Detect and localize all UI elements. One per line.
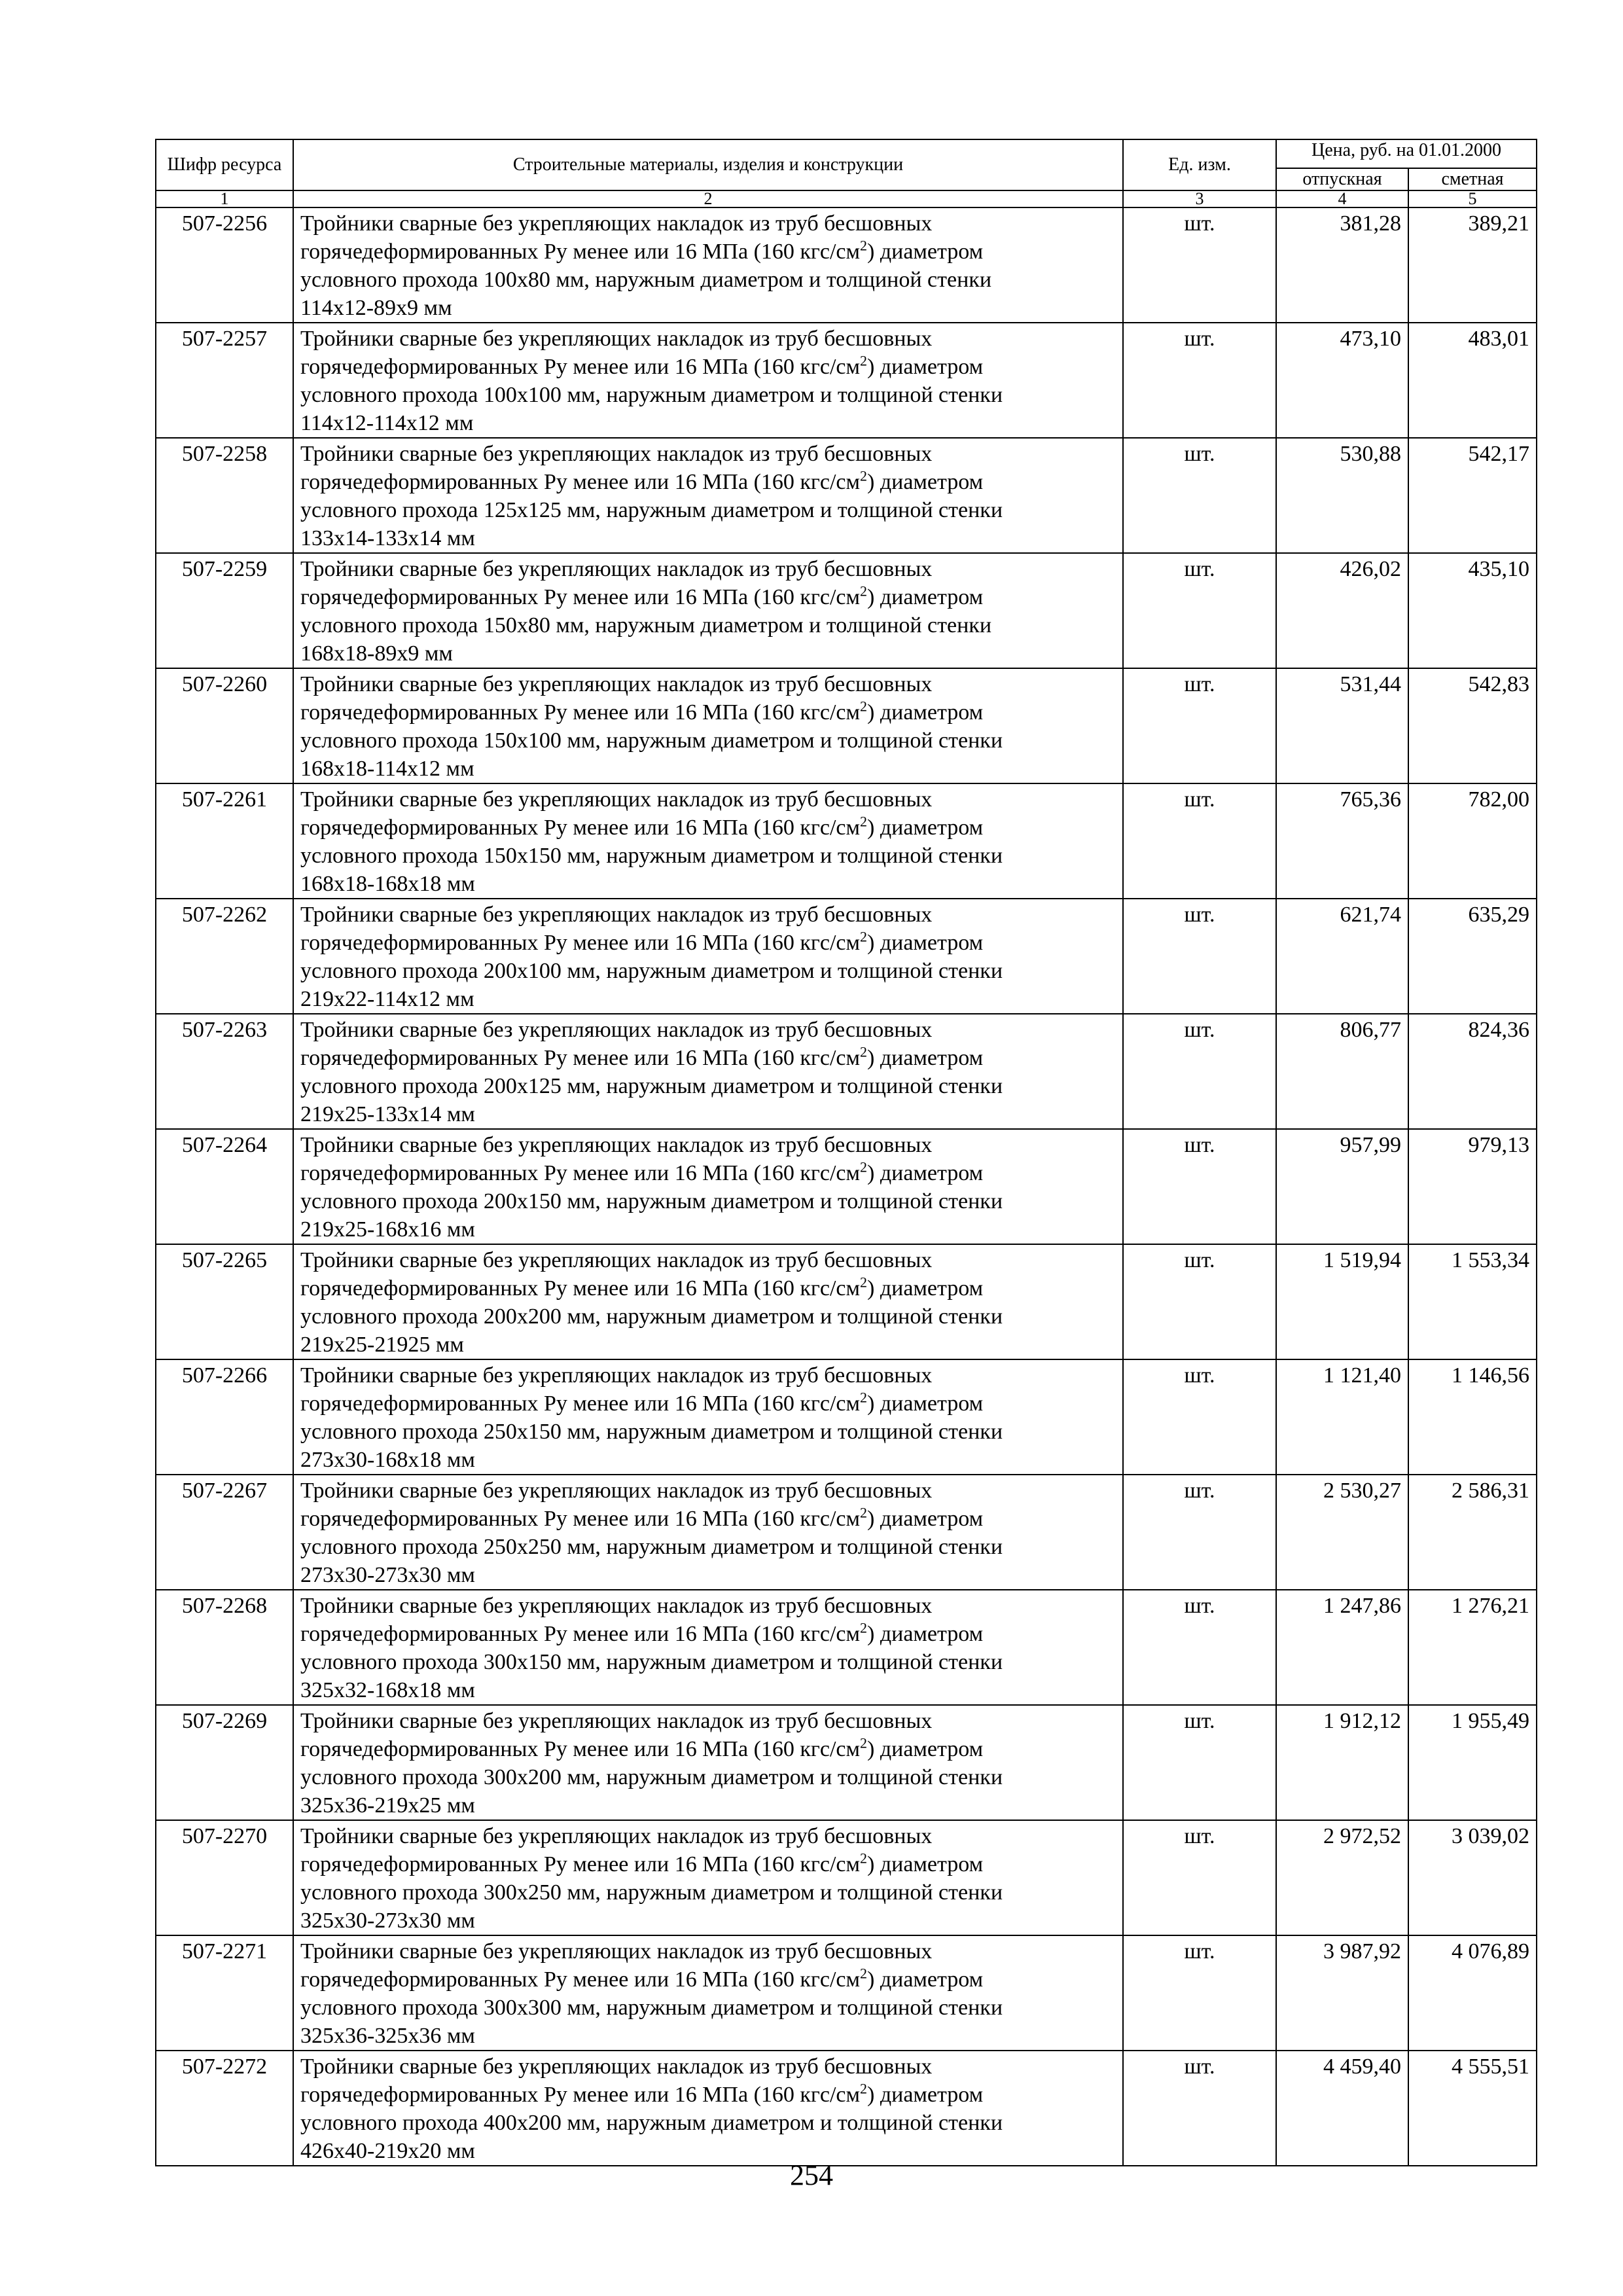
description-line (300, 1965, 1117, 1994)
description-text: ) диаметром (867, 1161, 984, 1185)
superscript: 2 (860, 1158, 867, 1175)
resource-code: 507-2262 (156, 899, 293, 1014)
description-text: горячедеформированных Ру менее или 16 МПа (160 кгс/см (300, 1622, 860, 1646)
description-text: ) диаметром (867, 1967, 984, 1992)
table-row (156, 1590, 1537, 1705)
superscript: 2 (860, 813, 867, 830)
unit-of-measure: шт. (1123, 1014, 1276, 1129)
price-estimate: 435,10 (1408, 553, 1537, 668)
material-description (293, 2051, 1123, 2166)
description-line (300, 238, 1117, 266)
material-description (293, 553, 1123, 668)
description-text: ) диаметром (867, 2083, 984, 2107)
table-row (156, 438, 1537, 553)
superscript: 2 (860, 583, 867, 600)
description-line (300, 468, 1117, 496)
table-body (156, 207, 1537, 2166)
resource-code: 507-2259 (156, 553, 293, 668)
resource-code: 507-2269 (156, 1705, 293, 1820)
description-text: ) диаметром (867, 1046, 984, 1070)
description-text: горячедеформированных Ру менее или 16 МПа (160 кгс/см (300, 2083, 860, 2107)
resource-code: 507-2271 (156, 1935, 293, 2051)
description-text: ) диаметром (867, 1391, 984, 1416)
price-release: 530,88 (1276, 438, 1408, 553)
description-text: ) диаметром (867, 1507, 984, 1531)
superscript: 2 (860, 467, 867, 484)
material-description (293, 438, 1123, 553)
unit-of-measure: шт. (1123, 1705, 1276, 1820)
price-release: 1 912,12 (1276, 1705, 1408, 1820)
unit-of-measure: шт. (1123, 1359, 1276, 1475)
unit-of-measure: шт. (1123, 438, 1276, 553)
resource-code: 507-2264 (156, 1129, 293, 1244)
description-text: ) диаметром (867, 1276, 984, 1300)
price-release: 957,99 (1276, 1129, 1408, 1244)
description-line (300, 1159, 1117, 1187)
description-line (300, 814, 1117, 842)
description-line: Тройники сварные без укрепляющих накладок из труб бесшовных (300, 557, 933, 581)
description-line: 325х36-219х25 мм (300, 1793, 475, 1818)
superscript: 2 (860, 1850, 867, 1867)
table-row (156, 1129, 1537, 1244)
table-row (156, 553, 1537, 668)
resource-code: 507-2261 (156, 783, 293, 899)
superscript: 2 (860, 352, 867, 369)
description-line: 219х25-168х16 мм (300, 1217, 475, 1242)
description-line: условного прохода 250х150 мм, наружным диаметром и толщиной стенки (300, 1420, 1003, 1444)
description-text: горячедеформированных Ру менее или 16 МПа (160 кгс/см (300, 1507, 860, 1531)
column-number: 4 (1276, 190, 1408, 207)
description-line: условного прохода 300х150 мм, наружным диаметром и толщиной стенки (300, 1650, 1003, 1674)
column-number: 2 (293, 190, 1123, 207)
unit-of-measure: шт. (1123, 207, 1276, 323)
unit-of-measure: шт. (1123, 1475, 1276, 1590)
price-estimate: 4 076,89 (1408, 1935, 1537, 2051)
page-number: 254 (790, 2159, 833, 2191)
description-line: условного прохода 300х200 мм, наружным диаметром и толщиной стенки (300, 1765, 1003, 1789)
description-line: 168х18-114х12 мм (300, 757, 474, 781)
description-line (300, 1274, 1117, 1302)
description-text: горячедеформированных Ру менее или 16 МПа (160 кгс/см (300, 355, 860, 379)
description-line: 219х25-21925 мм (300, 1333, 464, 1357)
description-line: 426х40-219х20 мм (300, 2139, 475, 2163)
description-line: Тройники сварные без укрепляющих накладок из труб бесшовных (300, 1594, 933, 1618)
price-release: 806,77 (1276, 1014, 1408, 1129)
description-text: ) диаметром (867, 585, 984, 609)
unit-of-measure: шт. (1123, 783, 1276, 899)
column-number: 3 (1123, 190, 1276, 207)
description-text: горячедеформированных Ру менее или 16 МПа (160 кгс/см (300, 1276, 860, 1300)
description-line: Тройники сварные без укрепляющих накладок из труб бесшовных (300, 1248, 933, 1272)
table-row (156, 1359, 1537, 1475)
description-line: 219х22-114х12 мм (300, 987, 474, 1011)
description-line (300, 353, 1117, 381)
price-release: 2 530,27 (1276, 1475, 1408, 1590)
resource-code: 507-2270 (156, 1820, 293, 1935)
table-row (156, 1014, 1537, 1129)
unit-of-measure: шт. (1123, 1820, 1276, 1935)
description-line: Тройники сварные без укрепляющих накладок из труб бесшовных (300, 1018, 933, 1042)
price-estimate: 1 955,49 (1408, 1705, 1537, 1820)
price-estimate: 3 039,02 (1408, 1820, 1537, 1935)
material-description (293, 1244, 1123, 1359)
resource-code: 507-2258 (156, 438, 293, 553)
description-text: горячедеформированных Ру менее или 16 МПа (160 кгс/см (300, 1391, 860, 1416)
resource-code: 507-2263 (156, 1014, 293, 1129)
description-line: условного прохода 200х125 мм, наружным диаметром и толщиной стенки (300, 1074, 1003, 1098)
description-line: 114х12-89х9 мм (300, 296, 452, 320)
price-estimate: 979,13 (1408, 1129, 1537, 1244)
resource-code: 507-2265 (156, 1244, 293, 1359)
description-line: условного прохода 100х100 мм, наружным диаметром и толщиной стенки (300, 383, 1003, 407)
unit-of-measure: шт. (1123, 1935, 1276, 2051)
description-line: 273х30-168х18 мм (300, 1448, 475, 1472)
header-price-release: отпускная (1276, 168, 1408, 190)
description-text: ) диаметром (867, 1622, 984, 1646)
description-line: 325х36-325х36 мм (300, 2024, 475, 2048)
price-release: 473,10 (1276, 323, 1408, 438)
price-estimate: 2 586,31 (1408, 1475, 1537, 1590)
price-release: 621,74 (1276, 899, 1408, 1014)
superscript: 2 (860, 1389, 867, 1406)
superscript: 2 (860, 1965, 867, 1982)
description-line (300, 1735, 1117, 1763)
description-text: горячедеформированных Ру менее или 16 МПа (160 кгс/см (300, 816, 860, 840)
superscript: 2 (860, 1734, 867, 1751)
table-row (156, 668, 1537, 783)
header-materials: Строительные материалы, изделия и конструкции (293, 139, 1123, 190)
description-line: условного прохода 300х300 мм, наружным диаметром и толщиной стенки (300, 1996, 1003, 2020)
resource-code: 507-2268 (156, 1590, 293, 1705)
description-line: Тройники сварные без укрепляющих накладок из труб бесшовных (300, 903, 933, 927)
description-line: 133х14-133х14 мм (300, 526, 475, 550)
material-description (293, 1820, 1123, 1935)
material-description (293, 323, 1123, 438)
description-text: горячедеформированных Ру менее или 16 МПа (160 кгс/см (300, 470, 860, 494)
description-text: ) диаметром (867, 355, 984, 379)
description-line: Тройники сварные без укрепляющих накладок из труб бесшовных (300, 442, 933, 466)
price-release: 426,02 (1276, 553, 1408, 668)
description-line: Тройники сварные без укрепляющих накладок из труб бесшовных (300, 327, 933, 351)
description-text: горячедеформированных Ру менее или 16 МПа (160 кгс/см (300, 1737, 860, 1761)
price-table (155, 139, 1537, 2166)
description-line: 168х18-89х9 мм (300, 641, 453, 666)
header-unit: Ед. изм. (1123, 139, 1276, 190)
material-description (293, 668, 1123, 783)
unit-of-measure: шт. (1123, 1129, 1276, 1244)
description-line: Тройники сварные без укрепляющих накладок из труб бесшовных (300, 672, 933, 696)
description-line: 273х30-273х30 мм (300, 1563, 475, 1587)
price-estimate: 1 553,34 (1408, 1244, 1537, 1359)
description-text: горячедеформированных Ру менее или 16 МПа (160 кгс/см (300, 1161, 860, 1185)
table-row (156, 783, 1537, 899)
description-line: условного прохода 150х100 мм, наружным диаметром и толщиной стенки (300, 728, 1003, 753)
unit-of-measure: шт. (1123, 2051, 1276, 2166)
resource-code: 507-2257 (156, 323, 293, 438)
material-description (293, 1705, 1123, 1820)
description-line: Тройники сварные без укрепляющих накладок из труб бесшовных (300, 1709, 933, 1733)
description-line: 325х32-168х18 мм (300, 1678, 475, 1702)
superscript: 2 (860, 2080, 867, 2097)
description-line (300, 698, 1117, 726)
unit-of-measure: шт. (1123, 1590, 1276, 1705)
material-description (293, 1129, 1123, 1244)
price-estimate: 1 276,21 (1408, 1590, 1537, 1705)
description-line: условного прохода 150х150 мм, наружным диаметром и толщиной стенки (300, 844, 1003, 868)
description-line (300, 583, 1117, 611)
table-row (156, 1820, 1537, 1935)
description-text: ) диаметром (867, 240, 984, 264)
resource-code: 507-2266 (156, 1359, 293, 1475)
resource-code: 507-2267 (156, 1475, 293, 1590)
price-estimate: 4 555,51 (1408, 2051, 1537, 2166)
material-description (293, 783, 1123, 899)
column-number: 5 (1408, 190, 1537, 207)
column-numbers-row (156, 190, 1537, 207)
resource-code: 507-2260 (156, 668, 293, 783)
description-line: Тройники сварные без укрепляющих накладок из труб бесшовных (300, 1479, 933, 1503)
price-release: 1 247,86 (1276, 1590, 1408, 1705)
description-text: горячедеформированных Ру менее или 16 МПа (160 кгс/см (300, 240, 860, 264)
price-release: 4 459,40 (1276, 2051, 1408, 2166)
description-line (300, 2081, 1117, 2109)
description-line (300, 1390, 1117, 1418)
table-row (156, 1244, 1537, 1359)
description-text: горячедеформированных Ру менее или 16 МПа (160 кгс/см (300, 585, 860, 609)
price-estimate: 542,83 (1408, 668, 1537, 783)
description-text: ) диаметром (867, 470, 984, 494)
description-text: ) диаметром (867, 1852, 984, 1876)
description-text: ) диаметром (867, 816, 984, 840)
description-line: условного прохода 200х200 мм, наружным диаметром и толщиной стенки (300, 1304, 1003, 1329)
header-price-estimate: сметная (1408, 168, 1537, 190)
description-line (300, 1620, 1117, 1648)
description-text: ) диаметром (867, 1737, 984, 1761)
description-text: горячедеформированных Ру менее или 16 МПа (160 кгс/см (300, 1967, 860, 1992)
unit-of-measure: шт. (1123, 1244, 1276, 1359)
description-line: Тройники сварные без укрепляющих накладок из труб бесшовных (300, 787, 933, 812)
description-line: условного прохода 125х125 мм, наружным диаметром и толщиной стенки (300, 498, 1003, 522)
description-line: условного прохода 400х200 мм, наружным диаметром и толщиной стенки (300, 2111, 1003, 2135)
table-row (156, 1705, 1537, 1820)
material-description (293, 1359, 1123, 1475)
price-estimate: 824,36 (1408, 1014, 1537, 1129)
price-release: 381,28 (1276, 207, 1408, 323)
table-row (156, 2051, 1537, 2166)
description-line: условного прохода 200х100 мм, наружным диаметром и толщиной стенки (300, 959, 1003, 983)
material-description (293, 1014, 1123, 1129)
description-text: горячедеформированных Ру менее или 16 МПа (160 кгс/см (300, 700, 860, 725)
description-line: 219х25-133х14 мм (300, 1102, 475, 1126)
resource-code: 507-2256 (156, 207, 293, 323)
description-line: условного прохода 200х150 мм, наружным диаметром и толщиной стенки (300, 1189, 1003, 1213)
description-line: условного прохода 250х250 мм, наружным диаметром и толщиной стенки (300, 1535, 1003, 1559)
material-description (293, 899, 1123, 1014)
table-row (156, 207, 1537, 323)
unit-of-measure: шт. (1123, 553, 1276, 668)
superscript: 2 (860, 237, 867, 254)
price-estimate: 389,21 (1408, 207, 1537, 323)
price-estimate: 542,17 (1408, 438, 1537, 553)
resource-code: 507-2272 (156, 2051, 293, 2166)
description-line (300, 1850, 1117, 1878)
price-estimate: 635,29 (1408, 899, 1537, 1014)
description-line: Тройники сварные без укрепляющих накладок из труб бесшовных (300, 1824, 933, 1848)
description-line: Тройники сварные без укрепляющих накладок из труб бесшовных (300, 2054, 933, 2079)
description-line (300, 929, 1117, 957)
description-text: горячедеформированных Ру менее или 16 МПа (160 кгс/см (300, 931, 860, 955)
price-release: 1 121,40 (1276, 1359, 1408, 1475)
table-row (156, 899, 1537, 1014)
header-price: Цена, руб. на 01.01.2000 (1276, 139, 1537, 168)
description-line: Тройники сварные без укрепляющих накладок из труб бесшовных (300, 1363, 933, 1388)
table-row (156, 1475, 1537, 1590)
column-number: 1 (156, 190, 293, 207)
description-text: горячедеформированных Ру менее или 16 МПа (160 кгс/см (300, 1046, 860, 1070)
description-text: горячедеформированных Ру менее или 16 МПа (160 кгс/см (300, 1852, 860, 1876)
description-line: 168х18-168х18 мм (300, 872, 475, 896)
superscript: 2 (860, 1619, 867, 1636)
unit-of-measure: шт. (1123, 323, 1276, 438)
superscript: 2 (860, 1504, 867, 1521)
description-line: Тройники сварные без укрепляющих накладок из труб бесшовных (300, 211, 933, 236)
superscript: 2 (860, 698, 867, 715)
description-line: условного прохода 100х80 мм, наружным диаметром и толщиной стенки (300, 268, 992, 292)
price-estimate: 1 146,56 (1408, 1359, 1537, 1475)
description-line (300, 1044, 1117, 1072)
price-release: 3 987,92 (1276, 1935, 1408, 2051)
table-row (156, 1935, 1537, 2051)
description-line: условного прохода 150х80 мм, наружным диаметром и толщиной стенки (300, 613, 992, 637)
description-line: 325х30-273х30 мм (300, 1909, 475, 1933)
material-description (293, 207, 1123, 323)
price-estimate: 483,01 (1408, 323, 1537, 438)
description-line: условного прохода 300х250 мм, наружным диаметром и толщиной стенки (300, 1880, 1003, 1905)
price-release: 2 972,52 (1276, 1820, 1408, 1935)
superscript: 2 (860, 1274, 867, 1291)
unit-of-measure: шт. (1123, 668, 1276, 783)
price-release: 1 519,94 (1276, 1244, 1408, 1359)
description-text: ) диаметром (867, 700, 984, 725)
material-description (293, 1590, 1123, 1705)
description-text: ) диаметром (867, 931, 984, 955)
description-line: Тройники сварные без укрепляющих накладок из труб бесшовных (300, 1939, 933, 1964)
table-row (156, 323, 1537, 438)
superscript: 2 (860, 928, 867, 945)
superscript: 2 (860, 1043, 867, 1060)
description-line (300, 1505, 1117, 1533)
unit-of-measure: шт. (1123, 899, 1276, 1014)
price-release: 531,44 (1276, 668, 1408, 783)
description-line: Тройники сварные без укрепляющих накладок из труб бесшовных (300, 1133, 933, 1157)
header-code: Шифр ресурса (156, 139, 293, 190)
price-release: 765,36 (1276, 783, 1408, 899)
material-description (293, 1935, 1123, 2051)
description-line: 114х12-114х12 мм (300, 411, 474, 435)
material-description (293, 1475, 1123, 1590)
price-estimate: 782,00 (1408, 783, 1537, 899)
